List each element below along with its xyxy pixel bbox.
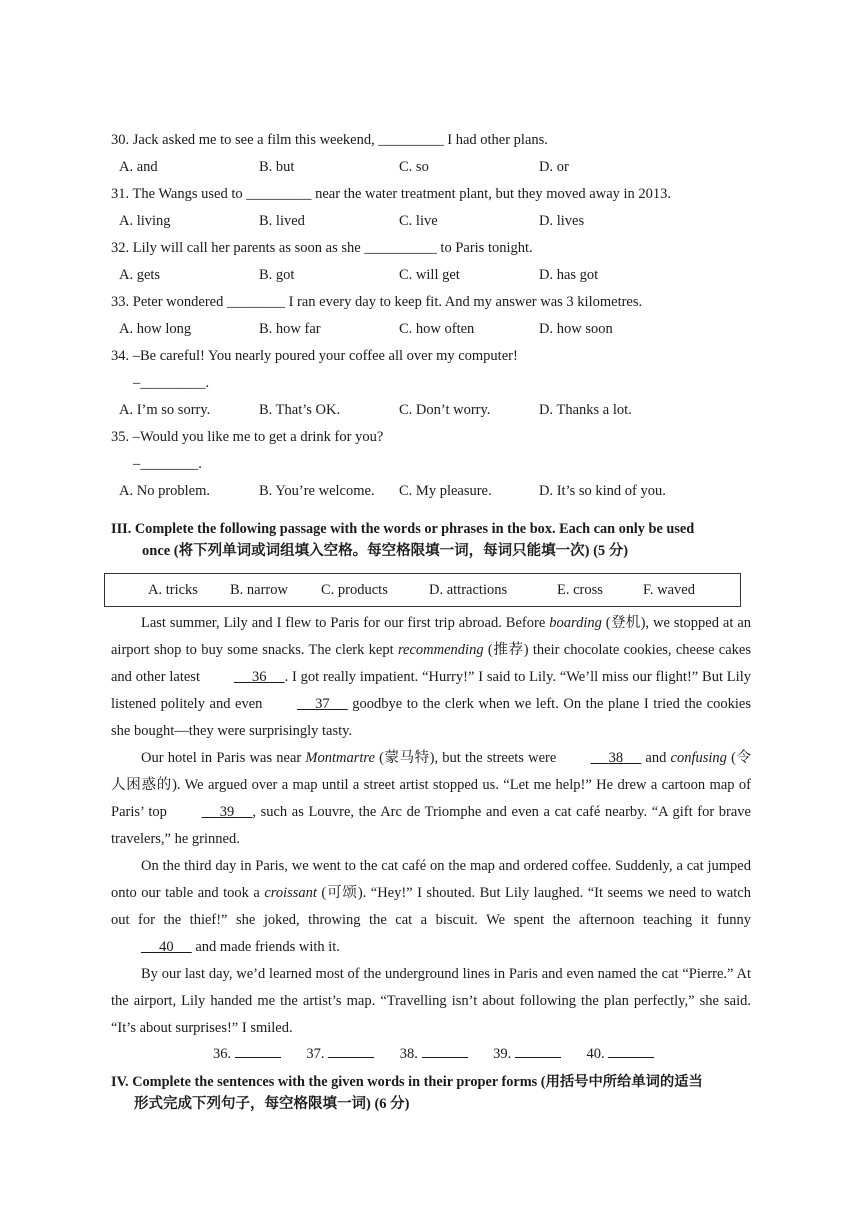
option-c: C. so bbox=[399, 159, 429, 175]
question-34-reply: –_________. bbox=[133, 375, 210, 391]
word-box-item: D. attractions bbox=[429, 582, 508, 598]
option-d: D. or bbox=[539, 159, 569, 175]
question-30-stem: 30. Jack asked me to see a film this weekend, _________ I had other plans. bbox=[111, 132, 548, 148]
question-33-stem: 33. Peter wondered ________ I ran every day to keep fit. And my answer was 3 kilometres. bbox=[111, 294, 643, 310]
answer-blank-36[interactable]: 36. bbox=[213, 1046, 281, 1062]
question-32-stem: 32. Lily will call her parents as soon as she __________ to Paris tonight. bbox=[111, 240, 533, 256]
word-box-item: F. waved bbox=[643, 582, 695, 598]
blank-36: 36 bbox=[251, 669, 267, 685]
option-d: D. has got bbox=[539, 267, 599, 283]
section-3-heading-line1: III. Complete the following passage with the words or phrases in the box. Each can only be used bbox=[111, 521, 695, 537]
passage-paragraph-2: Our hotel in Paris was near Montmartre (蒙马特), but the streets were 38 and confusing (令人困惑的). We argued over a map until a street artist stopped us. “Let me help!” He drew a cartoon map of Paris’ top 39 , such as Louvre, the Arc de Triomphe and even a cat café nearby. “A gift for brave travelers,” he grinned. bbox=[111, 745, 751, 853]
blank-39: 39 bbox=[219, 804, 235, 820]
option-d: D. how soon bbox=[539, 321, 613, 337]
answer-blank-38[interactable]: 38. bbox=[400, 1046, 468, 1062]
passage-paragraph-4: By our last day, we’d learned most of the underground lines in Paris and even named the cat “Pierre.” At the airport, Lily handed me the artist’s map. “Travelling isn’t about following the plan perfectly,” she said. “It’s about surprises!” I smiled. bbox=[111, 966, 751, 1036]
blank-37: 37 bbox=[315, 696, 330, 712]
word-box bbox=[104, 573, 741, 607]
question-31-stem: 31. The Wangs used to _________ near the water treatment plant, but they moved away in 2013. bbox=[111, 186, 672, 202]
option-d: D. It’s so kind of you. bbox=[539, 483, 666, 499]
option-c: C. Don’t worry. bbox=[399, 402, 491, 418]
blank-38: 38 bbox=[608, 750, 624, 766]
word-box-item: C. products bbox=[321, 582, 388, 598]
passage-paragraph-3: On the third day in Paris, we went to the cat café on the map and ordered coffee. Suddenly, a cat jumped onto our table and took a croissant (可颂). “Hey!” I shouted. But Lily laughed. “It seems we need to watch out for the thief!” she joked, throwing the cat a biscuit. We spent the afternoon teaching it funny 40 and made friends with it. bbox=[111, 853, 751, 961]
section-3-heading bbox=[111, 518, 771, 562]
option-b: B. how far bbox=[259, 321, 321, 337]
option-c: C. My pleasure. bbox=[399, 483, 492, 499]
option-a: A. and bbox=[119, 159, 158, 175]
question-35-stem: 35. –Would you like me to get a drink for you? bbox=[111, 429, 384, 445]
word-box-item: A. tricks bbox=[148, 582, 198, 598]
option-c: C. live bbox=[399, 213, 438, 229]
option-b: B. That’s OK. bbox=[259, 402, 341, 418]
answer-blank-39[interactable]: 39. bbox=[493, 1046, 561, 1062]
passage bbox=[111, 610, 751, 1042]
option-a: A. I’m so sorry. bbox=[119, 402, 211, 418]
option-a: A. gets bbox=[119, 267, 161, 283]
option-b: B. got bbox=[259, 267, 295, 283]
option-c: C. will get bbox=[399, 267, 460, 283]
option-c: C. how often bbox=[399, 321, 475, 337]
blank-40: 40 bbox=[159, 939, 174, 955]
answer-blank-37[interactable]: 37. bbox=[306, 1046, 374, 1062]
passage-paragraph-1: Last summer, Lily and I flew to Paris for our first trip abroad. Before boarding (登机), we stopped at an airport shop to buy some snacks. The clerk kept recommending (推荐) their chocolate cookies, cheese cakes and other latest 36 . I got really impatient. “Hurry!” I said to Lily. “We’ll miss our flight!” But Lily listened politely and even 37 goodbye to the clerk when we left. On the plane I tried the cookies she bought—they were surprisingly tasty. bbox=[111, 615, 752, 739]
word-box-item: B. narrow bbox=[230, 582, 288, 598]
section-3-heading-line2: once (将下列单词或词组填入空格。每空格限填一词，每词只能填一次) (5 分) bbox=[142, 543, 629, 559]
option-b: B. You’re welcome. bbox=[259, 483, 375, 499]
option-b: B. lived bbox=[259, 213, 305, 229]
option-d: D. Thanks a lot. bbox=[539, 402, 632, 418]
section-4-heading-line1: IV. Complete the sentences with the given words in their proper forms (用括号中所给单词的适当 bbox=[111, 1074, 703, 1090]
answer-blank-40[interactable]: 40. bbox=[587, 1046, 655, 1062]
answer-blanks-row bbox=[213, 1046, 676, 1063]
option-a: A. No problem. bbox=[119, 483, 211, 499]
section-4-heading-line2: 形式完成下列句子，每空格限填一词) (6 分) bbox=[134, 1096, 410, 1112]
option-b: B. but bbox=[259, 159, 295, 175]
option-a: A. living bbox=[119, 213, 171, 229]
question-35-reply: –________. bbox=[133, 456, 202, 472]
section-4-heading bbox=[111, 1071, 771, 1115]
word-box-item: E. cross bbox=[557, 582, 603, 598]
question-34-stem: 34. –Be careful! You nearly poured your coffee all over my computer! bbox=[111, 348, 518, 364]
option-d: D. lives bbox=[539, 213, 585, 229]
option-a: A. how long bbox=[119, 321, 192, 337]
